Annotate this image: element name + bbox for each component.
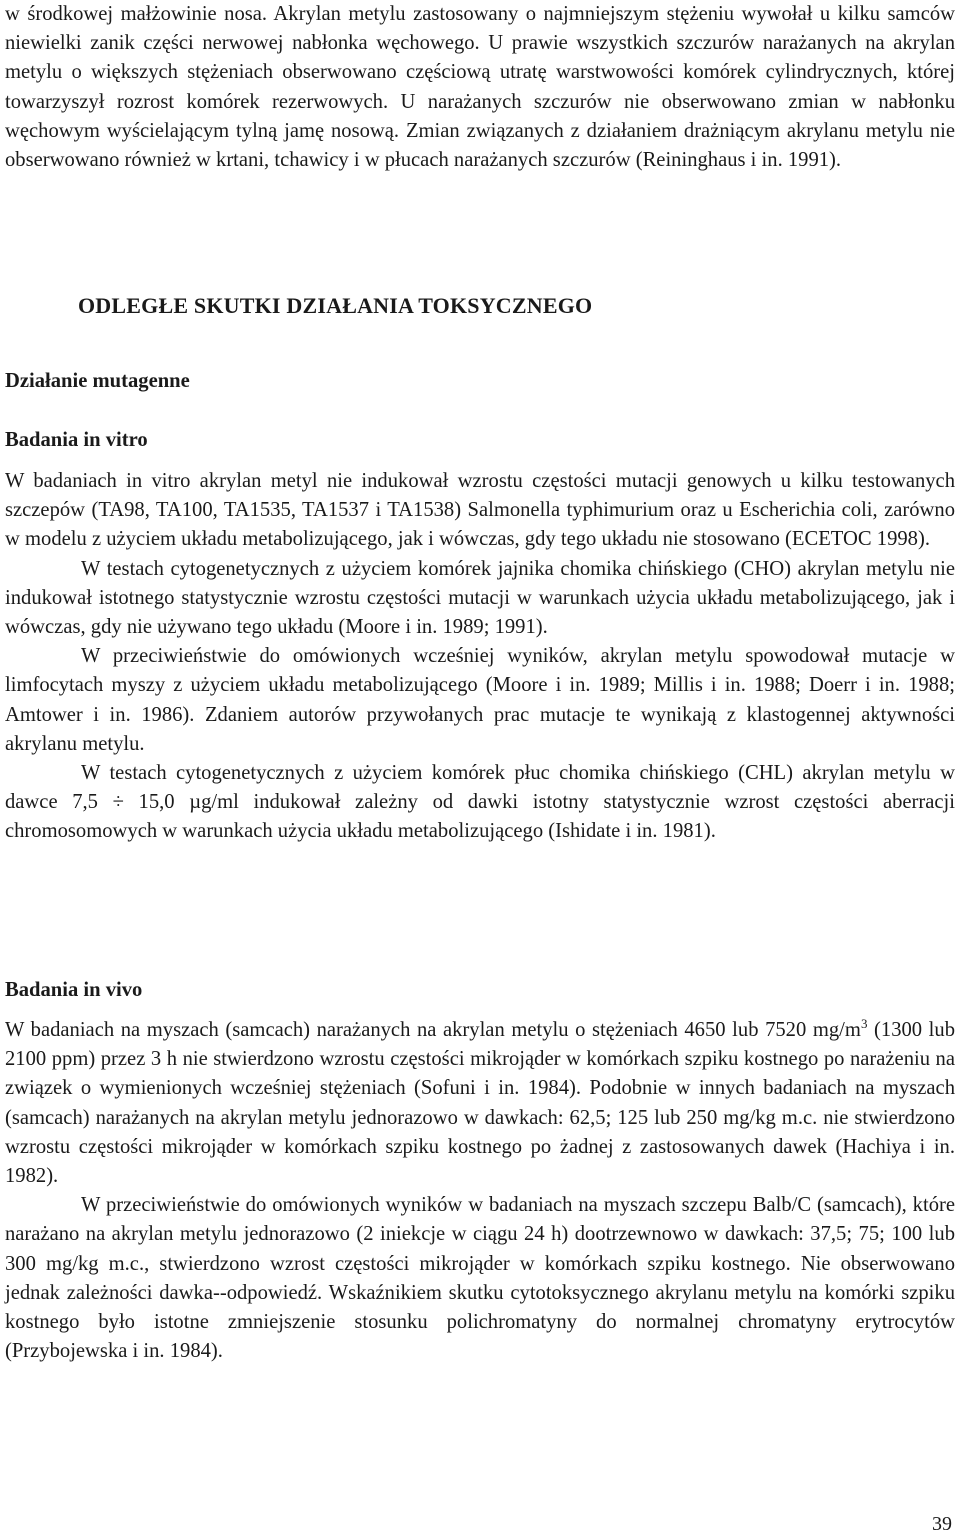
subsection-heading-mutagenic: Działanie mutagenne <box>5 370 190 392</box>
in-vitro-paragraph-4: W testach cytogenetycznych z użyciem komórek płuc chomika chińskiego (CHL) akrylan metylu w dawce 7,5 ÷ 15,0 µg/ml indukował zależny od dawki istotny statystycznie wzrost częstości aberracji chromosomowych w warunkach użycia układu metabolizującego (Ishidate i in. 1981). <box>5 762 955 843</box>
in-vitro-block <box>5 467 955 847</box>
section-title: ODLEGŁE SKUTKI DZIAŁANIA TOKSYCZNEGO <box>78 293 593 318</box>
superscript-3: 3 <box>860 1016 868 1032</box>
heading-in-vivo: Badania in vivo <box>5 979 143 1001</box>
in-vivo-paragraph-2: W przeciwieństwie do omówionych wyników w badaniach na myszach szczepu Balb/C (samcach), które narażano na akrylan metylu jednorazowo (2 iniekcje w ciągu 24 h) dootrzewnowo w dawkach: 37,5; 75; 100 lub 300 mg/kg m.c., stwierdzono wzrost częstości mikrojąder w komórkach szpiku kostnego. Nie obserwowano jednak zależności dawka--odpowiedź. Wskaźnikiem skutku cytotoksycznego akrylanu metylu na komórki szpiku kostnego było istotne zmniejszenie stosunku polichromatyny do normalnej chromatyny erytrocytów (Przybojewska i in. 1984). <box>5 1194 955 1363</box>
intro-block <box>5 0 955 175</box>
in-vitro-paragraph-2: W testach cytogenetycznych z użyciem komórek jajnika chomika chińskiego (CHO) akrylan metylu nie indukował istotnego statystycznie wzrostu częstości mutacji w warunkach użycia układu metabolizującego, jak i wówczas, gdy nie używano tego układu (Moore i in. 1989; 1991). <box>5 557 955 639</box>
in-vivo-p1-text-b: (1300 lub 2100 ppm) przez 3 h nie stwierdzono wzrostu częstości mikrojąder w komórkach szpiku kostnego po narażeniu na związek o wymienionych wcześniej stężeniach (Sofuni i in. 1984). Podobnie w innych badaniach na myszach (samcach) narażanych na akrylan metylu jednorazowo w dawkach: 62,5; 125 lub 250 mg/kg m.c. nie stwierdzono wzrostu częstości mikrojąder w komórkach szpiku kostnego po żadnej z zastosowanych dawek (Hachiya i in. 1982). <box>5 1019 955 1188</box>
heading-in-vitro: Badania in vitro <box>5 429 148 451</box>
in-vitro-paragraph-1: W badaniach in vitro akrylan metyl nie indukował wzrostu częstości mutacji genowych u kilku testowanych szczepów (TA98, TA100, TA1535, TA1537 i TA1538) Salmonella typhimurium oraz u Escherichia coli, zarówno w modelu z użyciem układu metabolizującego, jak i wówczas, gdy tego układu nie stosowano (ECETOC 1998). <box>5 470 955 551</box>
in-vivo-paragraph-1 <box>5 1016 955 1191</box>
in-vivo-block <box>5 1016 955 1366</box>
in-vitro-paragraph-3: W przeciwieństwie do omówionych wcześniej wyników, akrylan metylu spowodował mutacje w limfocytach myszy z użyciem układu metabolizującego (Moore i in. 1989; Millis i in. 1988; Doerr i in. 1988; Amtower i in. 1986). Zdaniem autorów przywołanych prac mutacje te wynikają z klastogennej aktywności akrylanu metylu. <box>5 645 955 755</box>
page-number: 39 <box>932 1513 952 1535</box>
intro-paragraph: w środkowej małżowinie nosa. Akrylan metylu zastosowany o najmniejszym stężeniu wywołał u kilku samców niewielki zanik części nerwowej nabłonka węchowego. U prawie wszystkich szczurów narażanych na akrylan metylu o większych stężeniach obserwowano częściową utratę warstwowości komórek cylindrycznych, której towarzyszył rozrost komórek rezerwowych. U narażanych szczurów nie obserwowano zmian w nabłonku węchowym wyścielającym tylną jamę nosową. Zmian związanych z działaniem drażniącym akrylanu metylu nie obserwowano również w krtani, tchawicy i w płucach narażanych szczurów (Reininghaus i in. 1991). <box>5 3 955 172</box>
in-vivo-p1-text-a: W badaniach na myszach (samcach) narażanych na akrylan metylu o stężeniach 4650 lub 7520 mg/m <box>5 1019 861 1041</box>
